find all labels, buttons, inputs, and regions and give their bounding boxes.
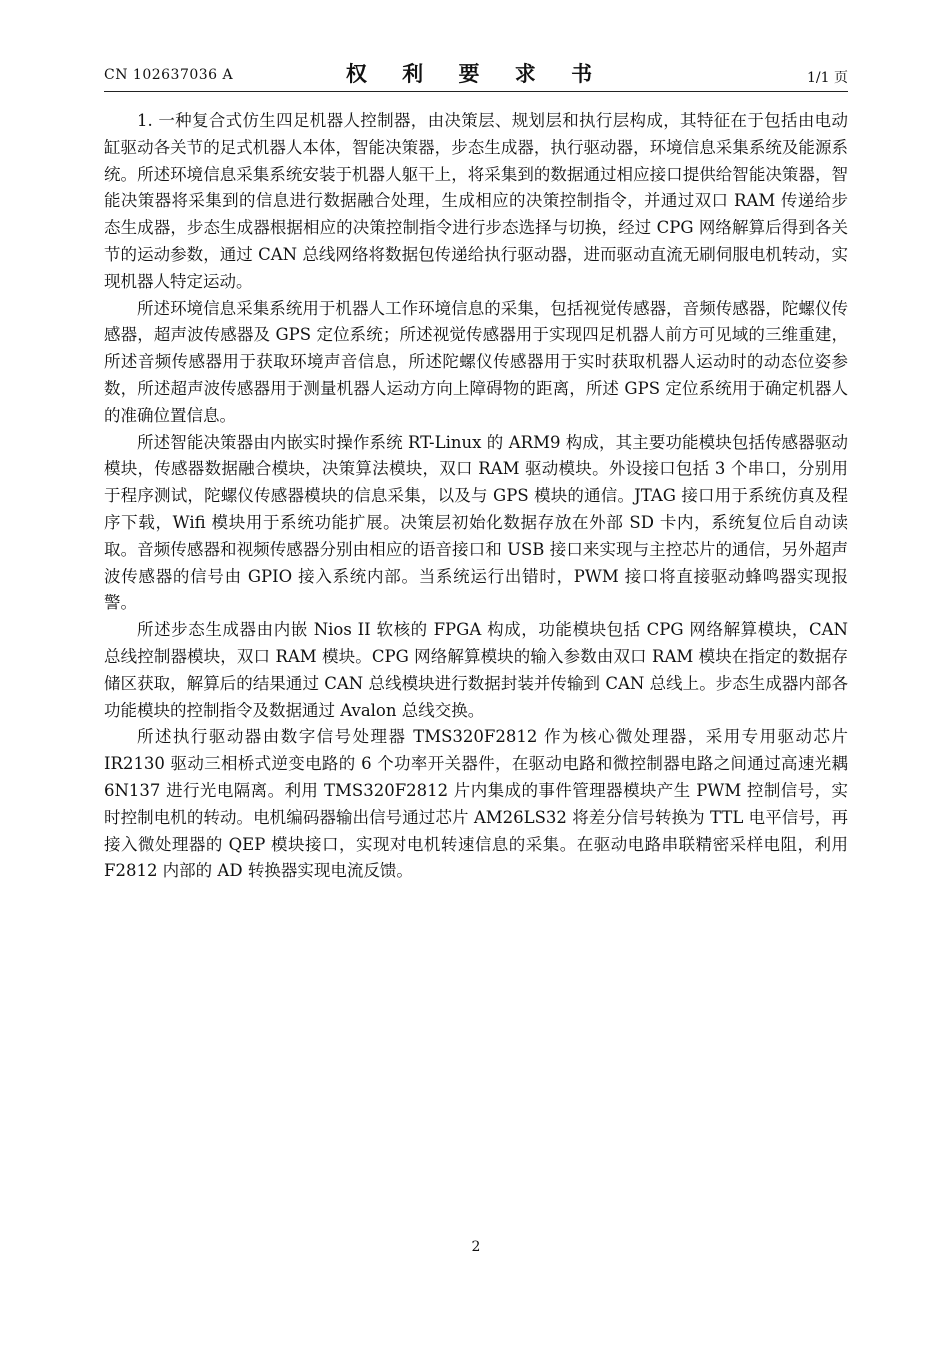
claim-paragraph: 所述环境信息采集系统用于机器人工作环境信息的采集，包括视觉传感器，音频传感器，陀螺仪传感器，超声波传感器及 GPS 定位系统；所述视觉传感器用于实现四足机器人前方可见域的三维重建，所述音频传感器用于获取环境声音信息，所述陀螺仪传感器用于实时获取机器人运动时的动态位姿参数，所述超声波传感器用于测量机器人运动方向上障碍物的距离，所述 GPS 定位系统用于确定机器人的准确位置信息。 [104, 298, 848, 425]
page-number: 2 [471, 1239, 481, 1255]
claim-paragraph: 所述智能决策器由内嵌实时操作系统 RT-Linux 的 ARM9 构成，其主要功能模块包括传感器驱动模块，传感器数据融合模块，决策算法模块，双口 RAM 驱动模块。外设接口包括 3 个串口，分别用于程序测试，陀螺仪传感器模块的信息采集，以及与 GPS 模块的通信。JTAG 接口用于系统仿真及程序下载，Wifi 模块用于系统功能扩展。决策层初始化数据存放在外部 SD 卡内，系统复位后自动读取。音频传感器和视频传感器分别由相应的语音接口和 USB 接口来实现与主控芯片的通信，另外超声波传感器的信号由 GPIO 接入系统内部。当系统运行出错时，PWM 接口将直接驱动蜂鸣器实现报警。 [104, 432, 849, 613]
document-title: 权 利 要 求 书 [345, 61, 607, 86]
claim-paragraph: 1. 一种复合式仿生四足机器人控制器，由决策层、规划层和执行层构成，其特征在于包括由电动缸驱动各关节的足式机器人本体，智能决策器，步态生成器，执行驱动器，环境信息采集系统及能源系统。所述环境信息采集系统安装于机器人躯干上，将采集到的数据通过相应接口提供给智能决策器，智能决策器将采集到的信息进行数据融合处理，生成相应的决策控制指令，并通过双口 RAM 传递给步态生成器，步态生成器根据相应的决策控制指令进行步态选择与切换，经过 CPG 网络解算后得到各关节的运动参数，通过 CAN 总线网络将数据包传递给执行驱动器，进而驱动直流无刷伺服电机转动，实现机器人特定运动。 [104, 111, 848, 291]
page-indicator: 1/1 页 [807, 70, 848, 86]
publication-number: CN 102637036 A [104, 67, 234, 83]
header-rule [104, 91, 848, 92]
claims-body [104, 108, 848, 885]
page-header [104, 58, 848, 88]
claim-paragraph: 所述步态生成器由内嵌 Nios II 软核的 FPGA 构成，功能模块包括 CPG 网络解算模块，CAN 总线控制器模块，双口 RAM 模块。CPG 网络解算模块的输入参数由双口 RAM 模块在指定的数据存储区获取，解算后的结果通过 CAN 总线模块进行数据封装并传输到 CAN 总线上。步态生成器内部各功能模块的控制指令及数据通过 Avalon 总线交换。 [104, 620, 848, 720]
claim-paragraph: 所述执行驱动器由数字信号处理器 TMS320F2812 作为核心微处理器，采用专用驱动芯片 IR2130 驱动三相桥式逆变电路的 6 个功率开关器件，在驱动电路和微控制器电路之间通过高速光耦 6N137 进行光电隔离。利用 TMS320F2812 片内集成的事件管理器模块产生 PWM 控制信号，实时控制电机的转动。电机编码器输出信号通过芯片 AM26LS32 将差分信号转换为 TTL 电平信号，再接入微处理器的 QEP 模块接口，实现对电机转速信息的采集。在驱动电路串联精密采样电阻，利用 F2812 内部的 AD 转换器实现电流反馈。 [104, 727, 848, 881]
